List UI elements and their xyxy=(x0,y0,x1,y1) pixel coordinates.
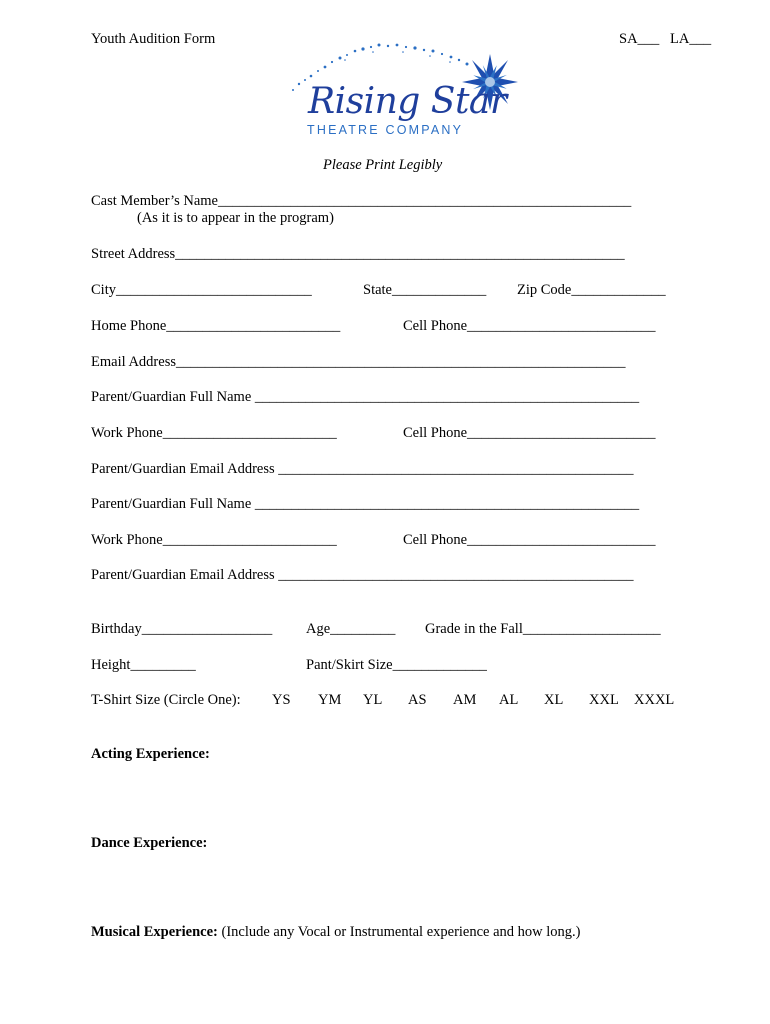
work-phone-field-2[interactable]: Work Phone________________________ xyxy=(91,532,337,548)
guardian-email-field-2[interactable]: Parent/Guardian Email Address _________________________________________________ xyxy=(91,567,634,583)
musical-experience-note: (Include any Vocal or Instrumental experience and how long.) xyxy=(217,924,581,940)
form-title: Youth Audition Form xyxy=(91,31,216,47)
sa-field[interactable]: SA___ xyxy=(619,31,660,47)
cast-name-field[interactable]: Cast Member’s Name_________________________________________________________ xyxy=(91,193,632,209)
dance-experience-heading: Dance Experience: xyxy=(91,835,208,851)
age-field[interactable]: Age_________ xyxy=(306,621,396,637)
email-field[interactable]: Email Address______________________________________________________________ xyxy=(91,354,626,370)
city-field[interactable]: City___________________________ xyxy=(91,282,312,298)
la-field[interactable]: LA___ xyxy=(670,31,712,47)
height-field[interactable]: Height_________ xyxy=(91,657,196,673)
guardian-name-field-1[interactable]: Parent/Guardian Full Name _____________________________________________________ xyxy=(91,389,640,405)
work-phone-field-1[interactable]: Work Phone________________________ xyxy=(91,425,337,441)
logo-title: Rising Star xyxy=(308,81,507,122)
cast-name-note: (As it is to appear in the program) xyxy=(137,210,334,226)
guardian-cell-phone-field-1[interactable]: Cell Phone__________________________ xyxy=(403,425,656,441)
tshirt-option[interactable]: XXL xyxy=(589,692,619,708)
state-field[interactable]: State_____________ xyxy=(363,282,487,298)
guardian-cell-phone-field-2[interactable]: Cell Phone__________________________ xyxy=(403,532,656,548)
pant-size-field[interactable]: Pant/Skirt Size_____________ xyxy=(306,657,487,673)
musical-experience-heading xyxy=(91,925,581,940)
birthday-field[interactable]: Birthday__________________ xyxy=(91,621,273,637)
tshirt-option[interactable]: AM xyxy=(453,692,477,708)
tshirt-option[interactable]: AL xyxy=(499,692,519,708)
tshirt-option[interactable]: YM xyxy=(318,692,342,708)
tshirt-option[interactable]: AS xyxy=(408,692,427,708)
tshirt-size-label: T-Shirt Size (Circle One): xyxy=(91,692,241,708)
logo-subtitle: THEATRE COMPANY xyxy=(307,123,464,137)
tshirt-option[interactable]: YS xyxy=(272,692,291,708)
musical-experience-label: Musical Experience: xyxy=(91,924,218,940)
tshirt-option[interactable]: XXXL xyxy=(634,692,675,708)
zip-field[interactable]: Zip Code_____________ xyxy=(517,282,666,298)
cell-phone-field[interactable]: Cell Phone__________________________ xyxy=(403,318,656,334)
guardian-email-field-1[interactable]: Parent/Guardian Email Address _________________________________________________ xyxy=(91,461,634,477)
street-address-field[interactable]: Street Address______________________________________________________________ xyxy=(91,246,625,262)
home-phone-field[interactable]: Home Phone________________________ xyxy=(91,318,341,334)
print-legibly-note: Please Print Legibly xyxy=(323,157,443,173)
grade-field[interactable]: Grade in the Fall___________________ xyxy=(425,621,661,637)
tshirt-option[interactable]: XL xyxy=(544,692,564,708)
guardian-name-field-2[interactable]: Parent/Guardian Full Name _____________________________________________________ xyxy=(91,496,640,512)
acting-experience-heading: Acting Experience: xyxy=(91,746,210,762)
tshirt-option[interactable]: YL xyxy=(363,692,383,708)
